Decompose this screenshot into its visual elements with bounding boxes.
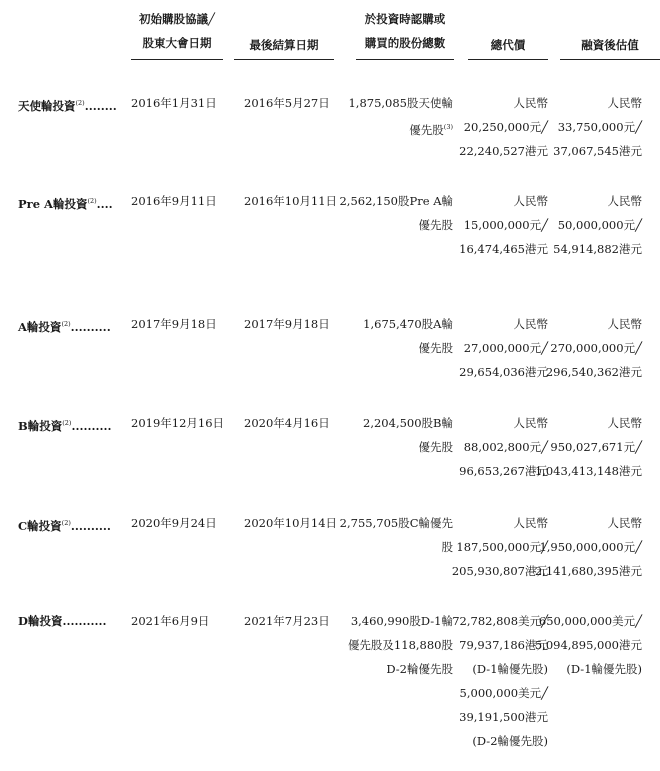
consideration-line: 人民幣: [513, 317, 548, 331]
consideration-line: 96,653,267港元: [459, 464, 548, 478]
header-shares-line2: 購買的股份總數: [364, 36, 446, 50]
consideration-line: 20,250,000元╱: [463, 120, 548, 134]
shares-line: 優先股: [418, 341, 453, 355]
agreement-date: 2016年1月31日: [131, 96, 217, 110]
footnote-marker: (2): [75, 99, 85, 107]
valuation-line: 37,067,545港元: [553, 144, 642, 158]
header-agreement-date-line1: 初始購股協議╱: [139, 12, 215, 26]
header-settlement-date: 最後結算日期: [249, 38, 319, 52]
consideration-line: 16,474,465港元: [459, 242, 548, 256]
shares-line: 優先股: [418, 440, 453, 454]
valuation-line: 50,000,000元╱: [557, 218, 642, 232]
leader-dots: ........: [84, 99, 117, 113]
valuation-line: 人民幣: [607, 96, 642, 110]
row-label: [18, 190, 113, 217]
consideration-line: (D-2輪優先股): [472, 734, 548, 748]
round-name: D輪投資: [18, 614, 63, 628]
agreement-date: 2016年9月11日: [131, 194, 217, 208]
leader-dots: ...........: [62, 614, 107, 628]
shares-line: 優先股: [418, 218, 453, 232]
consideration-line: 79,937,186港元: [459, 638, 548, 652]
consideration-line: 187,500,000元╱: [456, 540, 548, 554]
shares-line: D-2輪優先股: [386, 662, 453, 676]
shares-line: 1,675,470股A輪: [363, 317, 453, 331]
round-name: A輪投資: [18, 320, 62, 334]
agreement-date: 2019年12月16日: [131, 416, 225, 430]
consideration-line: 205,930,807港元: [451, 564, 548, 578]
valuation-line: 1,950,000,000元╱: [539, 540, 642, 554]
round-name: C輪投資: [18, 519, 62, 533]
footnote-marker: (3): [443, 123, 453, 131]
settlement-date: 2017年9月18日: [244, 317, 330, 331]
agreement-date: 2020年9月24日: [131, 516, 217, 530]
valuation-line: 2,141,680,395港元: [534, 564, 642, 578]
valuation-line: 950,027,671元╱: [550, 440, 642, 454]
header-shares: [358, 9, 452, 53]
round-name: Pre A輪投資: [18, 197, 88, 211]
valuation-line: 33,750,000元╱: [557, 120, 642, 134]
leader-dots: ..........: [70, 519, 111, 533]
header-shares-line1: 於投資時認購或: [364, 12, 446, 26]
header-underline-settlement: [234, 59, 334, 60]
shares-line: 2,755,705股C輪優先: [339, 516, 453, 530]
consideration-line: 15,000,000元╱: [463, 218, 548, 232]
shares-line: 2,562,150股Pre A輪: [339, 194, 453, 208]
shares-line-text: 優先股: [409, 123, 444, 137]
shares-line: 優先股及118,880股: [347, 638, 453, 652]
settlement-date: 2021年7月23日: [244, 614, 330, 628]
header-agreement-date-line2: 股東大會日期: [142, 36, 212, 50]
header-consideration: 總代價: [490, 38, 526, 52]
round-name: B輪投資: [18, 419, 63, 433]
header-underline-valuation: [560, 59, 660, 60]
consideration-line: (D-1輪優先股): [472, 662, 548, 676]
header-agreement-date: [131, 9, 223, 53]
agreement-date: 2021年6月9日: [131, 614, 210, 628]
row-label: [18, 512, 111, 539]
footnote-marker: (2): [61, 519, 71, 527]
header-underline-shares: [356, 59, 454, 60]
settlement-date: 2020年10月14日: [244, 516, 338, 530]
settlement-date: 2016年10月11日: [244, 194, 338, 208]
shares-line: [409, 116, 453, 143]
round-name: 天使輪投資: [18, 99, 76, 113]
header-valuation: 融資後估值: [581, 38, 639, 52]
valuation-line: (D-1輪優先股): [566, 662, 642, 676]
valuation-line: 270,000,000元╱: [550, 341, 642, 355]
consideration-line: 29,654,036港元: [459, 365, 548, 379]
consideration-line: 人民幣: [513, 416, 548, 430]
row-label: [18, 313, 111, 340]
agreement-date: 2017年9月18日: [131, 317, 217, 331]
valuation-line: 人民幣: [607, 416, 642, 430]
valuation-line: 650,000,000美元╱: [538, 614, 642, 628]
valuation-line: 人民幣: [607, 317, 642, 331]
consideration-line: 88,002,800元╱: [463, 440, 548, 454]
footnote-marker: (2): [61, 320, 71, 328]
header-underline-consideration: [468, 59, 548, 60]
leader-dots: ..........: [71, 419, 112, 433]
leader-dots: ..........: [70, 320, 111, 334]
row-label: [18, 412, 112, 439]
valuation-line: 5,094,895,000港元: [534, 638, 642, 652]
consideration-line: 人民幣: [513, 194, 548, 208]
leader-dots: ....: [96, 197, 113, 211]
settlement-date: 2020年4月16日: [244, 416, 330, 430]
valuation-line: 人民幣: [607, 194, 642, 208]
footnote-marker: (2): [87, 197, 97, 205]
header-underline-agreement: [131, 59, 223, 60]
consideration-line: 人民幣: [513, 96, 548, 110]
row-label: [18, 610, 107, 634]
consideration-line: 人民幣: [513, 516, 548, 530]
footnote-marker: (2): [62, 419, 72, 427]
shares-line: 3,460,990股D-1輪: [350, 614, 453, 628]
valuation-line: 1,043,413,148港元: [534, 464, 642, 478]
valuation-line: 54,914,882港元: [553, 242, 642, 256]
settlement-date: 2016年5月27日: [244, 96, 330, 110]
valuation-line: 人民幣: [607, 516, 642, 530]
valuation-line: 296,540,362港元: [545, 365, 642, 379]
shares-line: 2,204,500股B輪: [363, 416, 453, 430]
consideration-line: 39,191,500港元: [459, 710, 548, 724]
consideration-line: 72,782,808美元╱: [452, 614, 548, 628]
shares-line: 1,875,085股天使輪: [348, 96, 453, 110]
row-label: [18, 92, 117, 119]
consideration-line: 5,000,000美元╱: [459, 686, 548, 700]
consideration-line: 27,000,000元╱: [463, 341, 548, 355]
shares-line: 股: [441, 540, 453, 554]
consideration-line: 22,240,527港元: [459, 144, 548, 158]
